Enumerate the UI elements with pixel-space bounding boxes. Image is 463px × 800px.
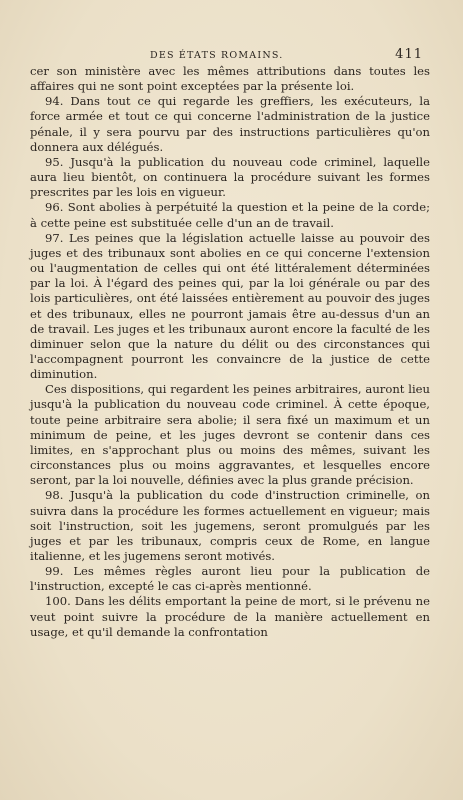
article-100: 100. Dans les délits emportant la peine de mort, si le prévenu ne veut point suivre la procédure de la manière actuellement en usage, et qu'il demande la confrontation — [30, 594, 430, 639]
article-97-continued: Ces dispositions, qui regardent les peines arbitraires, auront lieu jusqu'à la publication du nouveau code criminel. À cette époque, toute peine arbitraire sera abolie; il sera fixé un maximum et un minimum de peine, et les juges devront se contenir dans ces limites, en s'approchant plus ou moins des mêmes, suivant les circonstances plus ou moins aggravantes, et lesquelles encore seront, par la loi nouvelle, définies avec la plus grande précision. — [30, 382, 430, 488]
page-body — [30, 64, 430, 640]
article-96: 96. Sont abolies à perpétuité la question et la peine de la corde; à cette peine est substituée celle d'un an de travail. — [30, 200, 430, 230]
article-99: 99. Les mêmes règles auront lieu pour la publication de l'instruction, excepté le cas ci-après mentionné. — [30, 564, 430, 594]
article-94: 94. Dans tout ce qui regarde les greffiers, les exécuteurs, la force armée et tout ce qui concerne l'administration de la justice pénale, il y sera pourvu par des instructions particulières qu'on donnera aux délégués. — [30, 94, 430, 154]
article-97: 97. Les peines que la législation actuelle laisse au pouvoir des juges et des tribunaux sont abolies en ce qui concerne l'extension ou l'augmentation de celles qui ont été littéralement déterminées par la loi. À l'égard des peines qui, par la loi générale ou par des lois particulières, ont été laissées entièrement au pouvoir des juges et des tribunaux, elles ne pourront jamais être au-dessus d'un an de travail. Les juges et les tribunaux auront encore la faculté de les diminuer selon que la nature du délit ou des circonstances qui l'accompagnent pourront les convaincre de la justice de cette diminution. — [30, 230, 430, 382]
running-head: DES ÉTATS ROMAINS. — [150, 50, 284, 61]
article-95: 95. Jusqu'à la publication du nouveau code criminel, laquelle aura lieu bientôt, on continuera la procédure suivant les formes prescrites par les lois en vigueur. — [30, 154, 430, 200]
article-98: 98. Jusqu'à la publication du code d'instruction criminelle, on suivra dans la procédure les formes actuellement en vigueur; mais soit l'instruction, soit les jugemens, seront promulgués par les juges et par les tribunaux, compris ceux de Rome, en langue italienne, et les jugemens seront motivés. — [30, 488, 430, 563]
paragraph-continuation: cer son ministère avec les mêmes attributions dans toutes les affaires qui ne sont point exceptées par la présente loi. — [30, 64, 430, 94]
page-number: 411 — [395, 47, 423, 62]
